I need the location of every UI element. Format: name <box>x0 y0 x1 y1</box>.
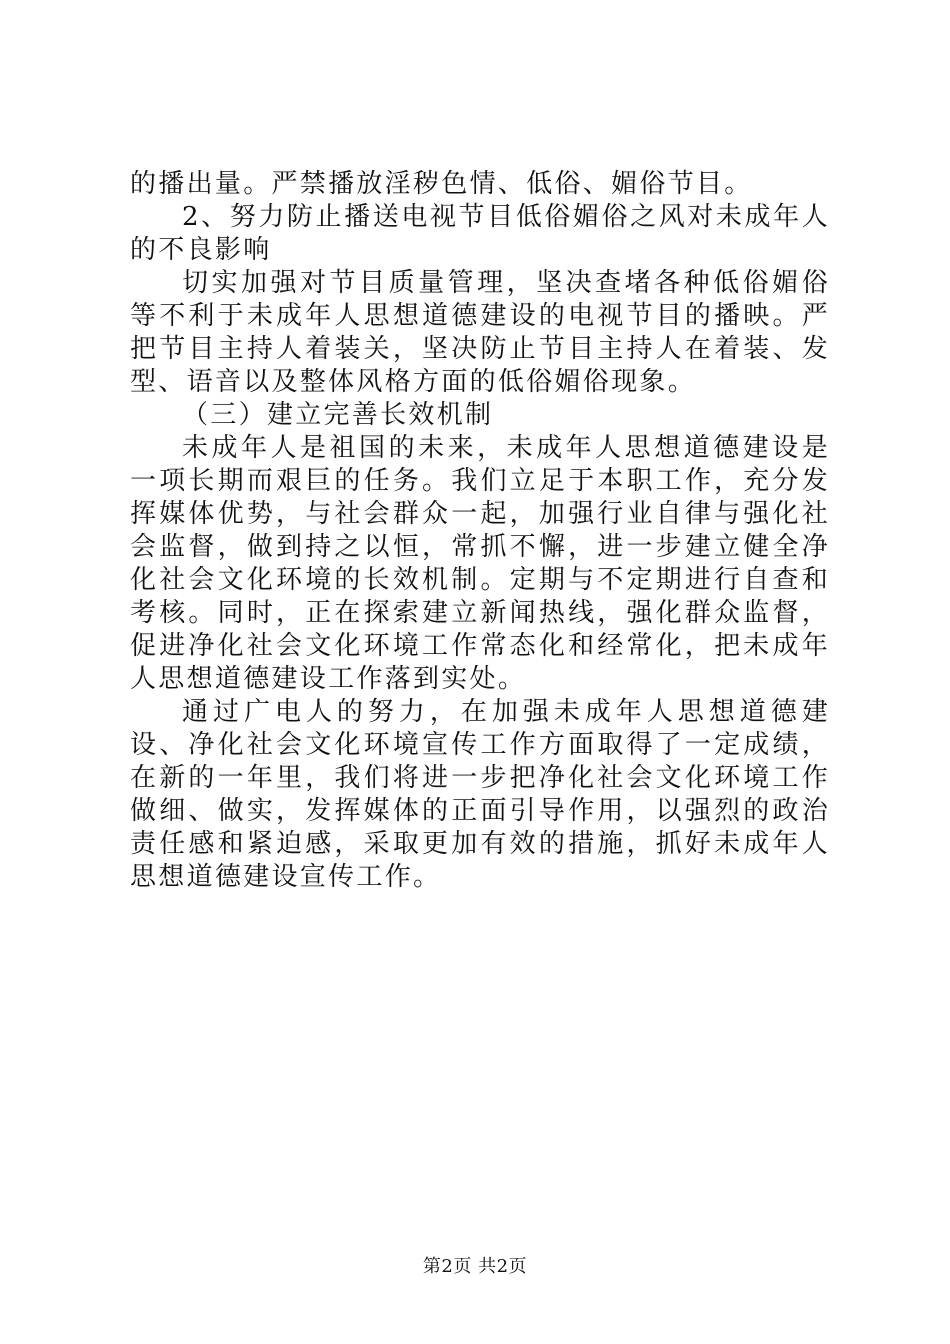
section-subheading: 2、努力防止播送电视节目低俗媚俗之风对未成年人的不良影响 <box>130 202 830 265</box>
paragraph: 通过广电人的努力，在加强未成年人思想道德建设、净化社会文化环境宣传工作方面取得了一定成绩，在新的一年里，我们将进一步把净化社会文化环境工作做细、做实，发挥媒体的正面引导作用，以强烈的政治责任感和紧迫感，采取更加有效的措施，抓好未成年人思想道德建设宣传工作。 <box>130 697 830 892</box>
paragraph-continuation: 的播出量。严禁播放淫秽色情、低俗、媚俗节目。 <box>130 169 753 199</box>
page-number-label: 第2页 共2页 <box>422 1256 528 1277</box>
section-heading: （三）建立完善长效机制 <box>182 400 494 430</box>
paragraph: 切实加强对节目质量管理，坚决查堵各种低俗媚俗等不利于未成年人思想道德建设的电视节目的播映。严把节目主持人着装关，坚决防止节目主持人在着装、发型、语音以及整体风格方面的低俗媚俗现象。 <box>130 268 830 397</box>
paragraph: 未成年人是祖国的未来，未成年人思想道德建设是一项长期而艰巨的任务。我们立足于本职工作，充分发挥媒体优势，与社会群众一起，加强行业自律与强化社会监督，做到持之以恒，常抓不懈，进一步建立健全净化社会文化环境的长效机制。定期与不定期进行自查和考核。同时，正在探索建立新闻热线，强化群众监督，促进净化社会文化环境工作常态化和经常化，把未成年人思想道德建设工作落到实处。 <box>130 433 830 694</box>
page-footer <box>0 1255 950 1279</box>
document-body <box>130 168 830 894</box>
